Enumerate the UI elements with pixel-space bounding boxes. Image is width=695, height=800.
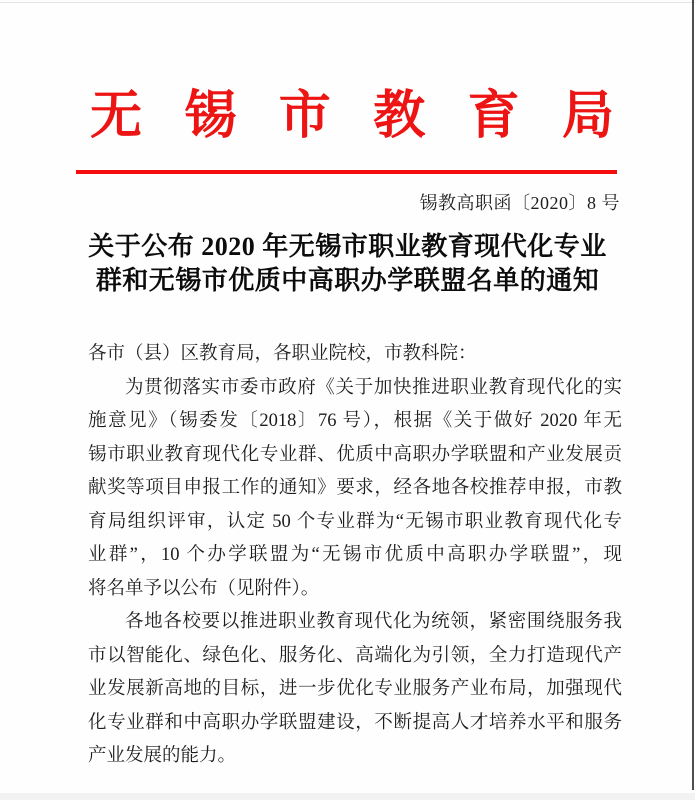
body-line: 为贯彻落实市委市政府《关于加快推进职业教育现代化的实 bbox=[125, 377, 622, 398]
body-line: 育局组织评审，认定 50 个专业群为“无锡市职业教育现代化专 bbox=[88, 511, 622, 532]
body-line: 市以智能化、绿色化、服务化、高端化为引领，全力打造现代产 bbox=[88, 645, 622, 666]
page-bottom-edge bbox=[0, 793, 695, 800]
body-line: 施意见》（锡委发〔2018〕76 号），根据《关于做好 2020 年无 bbox=[88, 411, 622, 432]
red-divider-line bbox=[76, 170, 617, 174]
body-line: 各地各校要以推进职业教育现代化为统领，紧密围绕服务我 bbox=[125, 612, 622, 633]
document-title-line1: 关于公布 2020 年无锡市职业教育现代化专业 bbox=[88, 232, 607, 262]
body-line: 业群”，10 个办学联盟为“无锡市优质中高职办学联盟”，现 bbox=[88, 545, 622, 566]
body-line: 锡市职业教育现代化专业群、优质中高职办学联盟和产业发展贡 bbox=[88, 444, 622, 465]
body-line-salutation: 各市（县）区教育局，各职业院校，市教科院： bbox=[88, 344, 477, 365]
body-line: 将名单予以公布（见附件）。 bbox=[88, 578, 320, 599]
document-title-line2: 群和无锡市优质中高职办学联盟名单的通知 bbox=[95, 266, 600, 296]
body-line: 产业发展的能力。 bbox=[88, 746, 237, 767]
body-line: 业发展新高地的目标，进一步优化专业服务产业布局，加强现代 bbox=[88, 679, 622, 700]
page-top-edge bbox=[0, 2, 695, 3]
body-line: 献奖等项目申报工作的通知》要求，经各地各校推荐申报，市教 bbox=[88, 478, 622, 499]
document-body bbox=[88, 338, 622, 774]
body-line: 化专业群和中高职办学联盟建设，不断提高人才培养水平和服务 bbox=[88, 712, 622, 733]
page-right-edge bbox=[692, 0, 694, 790]
document-number: 锡教高职函〔2020〕8 号 bbox=[419, 193, 620, 214]
document-title bbox=[40, 230, 655, 298]
agency-letterhead: 无锡市教育局 bbox=[90, 88, 614, 145]
